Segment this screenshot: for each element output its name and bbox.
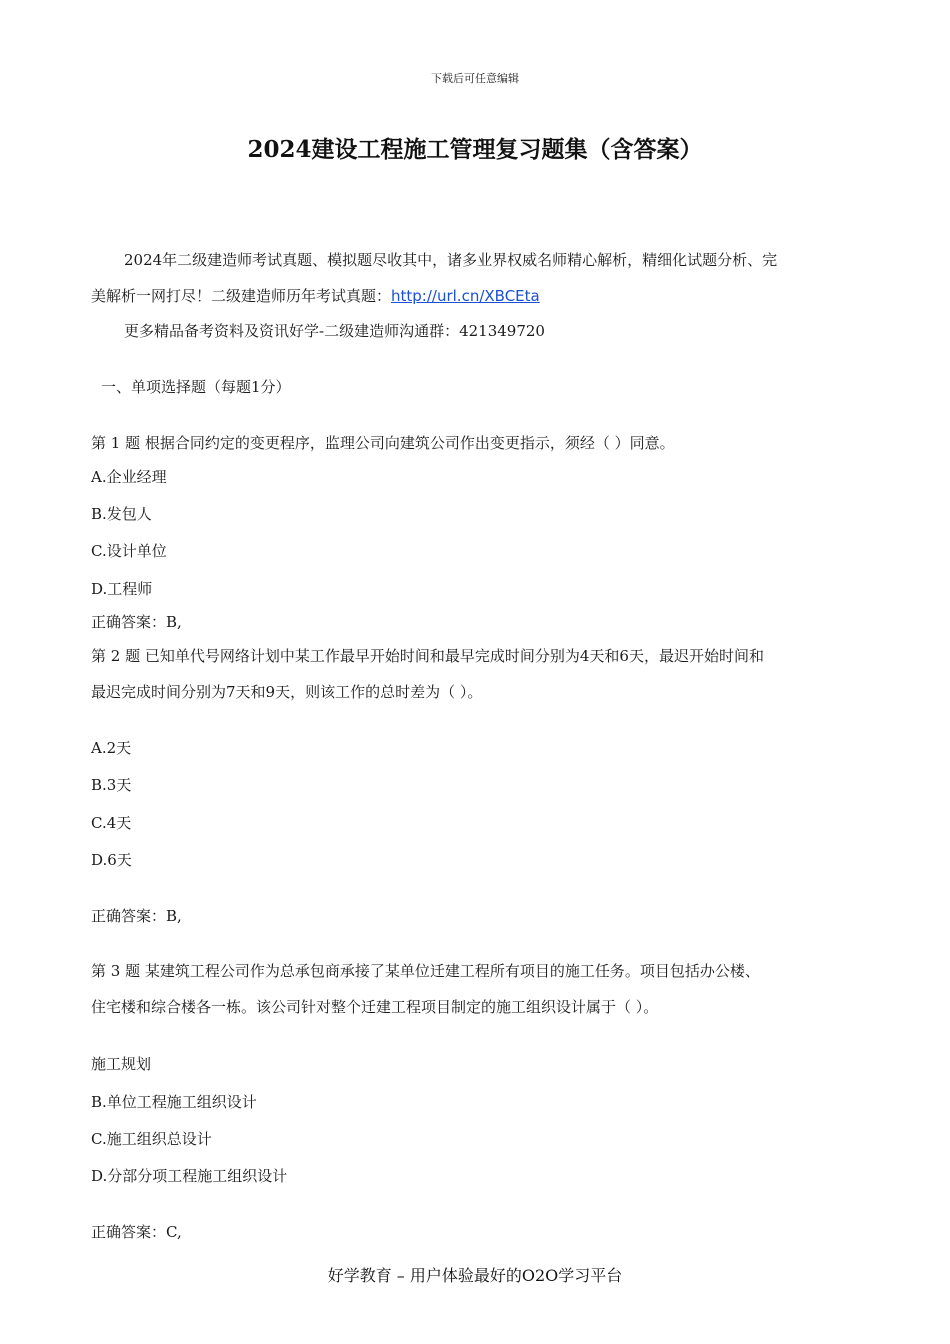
question-text: 第 3 题 某建筑工程公司作为总承包商承接了某单位迁建工程所有项目的施工任务。项目包括办公楼、 [91, 962, 760, 980]
option-item: D.6天 [91, 851, 132, 869]
option-item: A.2天 [91, 739, 132, 757]
exam-link[interactable]: http://url.cn/XBCEta [391, 287, 540, 305]
option-item: D.工程师 [91, 580, 153, 598]
intro-line-3: 更多精品备考资料及资讯好学-二级建造师沟通群：421349720 [124, 322, 545, 340]
intro-line-2-text: 美解析一网打尽！二级建造师历年考试真题： [91, 287, 392, 305]
intro-line-2 [91, 286, 540, 306]
answer-text: 正确答案：B, [91, 907, 182, 925]
question-text-continued: 最迟完成时间分别为7天和9天，则该工作的总时差为（ ）。 [91, 683, 483, 701]
question-text: 第 1 题 根据合同约定的变更程序，监理公司向建筑公司作出变更指示，须经（ ）同意。 [91, 434, 675, 452]
section-heading: 一、单项选择题（每题1分） [101, 378, 291, 396]
option-item: B.单位工程施工组织设计 [91, 1093, 257, 1111]
option-item: B.3天 [91, 776, 132, 794]
header-note: 下载后可任意编辑 [431, 72, 519, 85]
answer-text: 正确答案：C, [91, 1223, 182, 1241]
page-footer: 好学教育 – 用户体验最好的O2O学习平台 [327, 1266, 623, 1285]
question-text-continued: 住宅楼和综合楼各一栋。该公司针对整个迁建工程项目制定的施工组织设计属于（ ）。 [91, 998, 659, 1016]
option-item: 施工规划 [91, 1055, 152, 1073]
option-item: D.分部分项工程施工组织设计 [91, 1167, 288, 1185]
option-item: C.设计单位 [91, 542, 167, 560]
option-item: A.企业经理 [91, 468, 167, 486]
document-title: 2024建设工程施工管理复习题集（含答案） [247, 136, 703, 163]
option-item: C.4天 [91, 814, 132, 832]
question-text: 第 2 题 已知单代号网络计划中某工作最早开始时间和最早完成时间分别为4天和6天，最迟开始时间和 [91, 647, 764, 665]
intro-line-1: 2024年二级建造师考试真题、模拟题尽收其中，诸多业界权威名师精心解析，精细化试题分析、完 [124, 251, 778, 269]
answer-text: 正确答案：B, [91, 613, 182, 631]
option-item: C.施工组织总设计 [91, 1130, 212, 1148]
option-item: B.发包人 [91, 505, 152, 523]
